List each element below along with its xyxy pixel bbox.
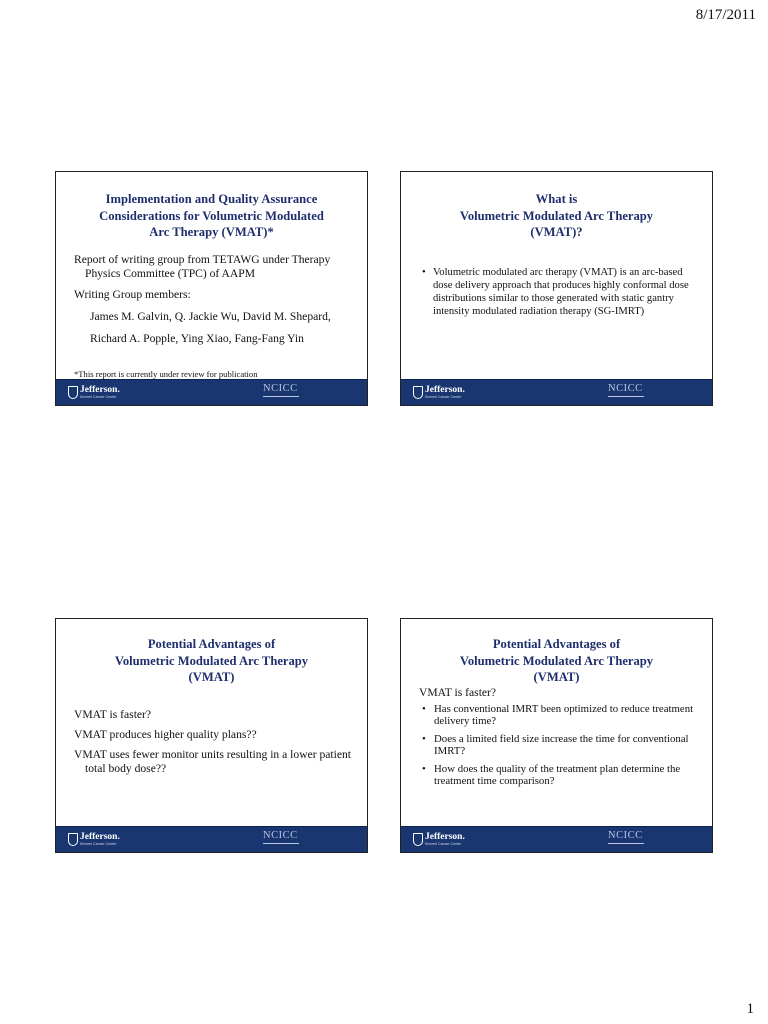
partner-underline	[608, 396, 644, 397]
shield-icon	[413, 833, 423, 846]
partner-logo	[263, 830, 299, 844]
shield-icon	[68, 386, 78, 399]
title-line: Potential Advantages of	[492, 637, 621, 651]
title-line: (VMAT)	[188, 670, 235, 684]
logo-subtitle: Kimmel Cancer Center	[80, 395, 117, 399]
jefferson-logo	[68, 831, 120, 848]
logo-word: Jefferson.	[80, 832, 120, 842]
title-line: Considerations for Volumetric Modulated	[99, 208, 324, 223]
partner-underline	[263, 843, 299, 844]
slide-4	[400, 618, 713, 853]
logo-subtitle: Kimmel Cancer Center	[425, 842, 462, 846]
partner-text: NCICC	[608, 830, 643, 841]
slide-1	[55, 171, 368, 406]
bullet-item: • Does a limited field size increase the time for conventional IMRT?	[419, 733, 700, 758]
list-item: VMAT uses fewer monitor units resulting in a lower patient total body dose??	[74, 747, 352, 775]
members-label: Writing Group members:	[74, 287, 191, 301]
shield-icon	[413, 386, 423, 399]
members-line: James M. Galvin, Q. Jackie Wu, David M. Shepard,	[90, 309, 331, 323]
logo-word: Jefferson.	[425, 832, 465, 842]
slide-3	[55, 618, 368, 853]
footer-band	[56, 826, 367, 852]
partner-logo	[608, 383, 644, 397]
jefferson-logo	[68, 384, 120, 401]
partner-text: NCICC	[608, 383, 643, 394]
slide-title	[401, 191, 712, 241]
footer-band	[401, 826, 712, 852]
lead-text: VMAT is faster?	[419, 685, 497, 699]
title-line: Implementation and Quality Assurance	[105, 192, 318, 206]
page-number: 1	[746, 1001, 754, 1017]
partner-text: NCICC	[263, 383, 298, 394]
bullet-item: • Volumetric modulated arc therapy (VMAT) is an arc-based dose delivery approach that produces highly conformal dose distributions similar to those generated with static gantry intensity modulated radiation therapy (SG-IMRT)	[419, 266, 698, 318]
title-line: Arc Therapy (VMAT)*	[149, 225, 274, 239]
footnote: *This report is currently under review for publication	[74, 369, 258, 379]
report-text: Report of writing group from TETAWG under Therapy Physics Committee (TPC) of AAPM	[74, 252, 331, 280]
slide-title	[401, 636, 712, 686]
title-line: Potential Advantages of	[147, 637, 276, 651]
page-date: 8/17/2011	[695, 7, 756, 23]
footer-band	[56, 379, 367, 405]
title-line: Volumetric Modulated Arc Therapy	[114, 653, 309, 668]
list-item: VMAT produces higher quality plans??	[74, 727, 257, 741]
bullet-item: • Has conventional IMRT been optimized to reduce treatment delivery time?	[419, 703, 700, 728]
bullet-item: • How does the quality of the treatment plan determine the treatment time comparison?	[419, 763, 700, 788]
slide-2	[400, 171, 713, 406]
partner-logo	[608, 830, 644, 844]
partner-underline	[263, 396, 299, 397]
logo-word: Jefferson.	[80, 385, 120, 395]
logo-subtitle: Kimmel Cancer Center	[80, 842, 117, 846]
shield-icon	[68, 833, 78, 846]
logo-subtitle: Kimmel Cancer Center	[425, 395, 462, 399]
slide-title	[56, 636, 367, 686]
title-line: (VMAT)?	[530, 225, 583, 239]
list-item: VMAT is faster?	[74, 707, 152, 721]
partner-logo	[263, 383, 299, 397]
partner-text: NCICC	[263, 830, 298, 841]
jefferson-logo	[413, 384, 465, 401]
members-line: Richard A. Popple, Ying Xiao, Fang-Fang Yin	[90, 331, 304, 345]
title-line: Volumetric Modulated Arc Therapy	[459, 653, 654, 668]
title-line: (VMAT)	[533, 670, 580, 684]
jefferson-logo	[413, 831, 465, 848]
title-line: What is	[535, 192, 578, 206]
logo-word: Jefferson.	[425, 385, 465, 395]
slide-title	[56, 191, 367, 241]
bullet-list	[419, 266, 698, 318]
partner-underline	[608, 843, 644, 844]
bullet-list	[419, 703, 700, 788]
footer-band	[401, 379, 712, 405]
title-line: Volumetric Modulated Arc Therapy	[459, 208, 654, 223]
